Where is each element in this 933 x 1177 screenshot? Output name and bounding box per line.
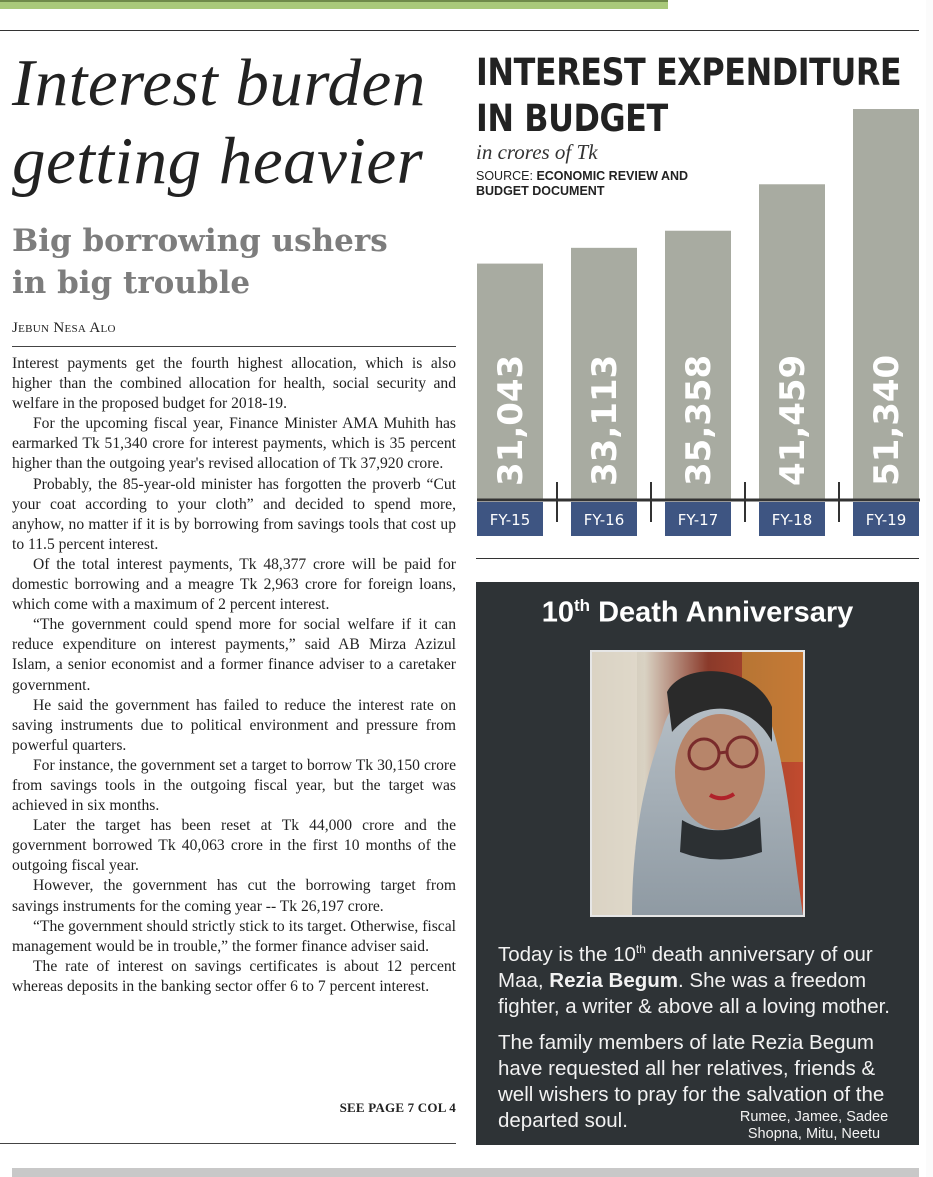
chart-source-text: ECONOMIC REVIEW AND BUDGET DOCUMENT [476, 169, 689, 198]
category-label: FY-19 [865, 511, 907, 529]
chart-bottom-divider [476, 558, 919, 559]
obituary-title: 10th Death Anniversary [541, 596, 854, 629]
subheadline-line-2: in big trouble [12, 265, 251, 301]
article-paragraph: For instance, the government set a target to borrow Tk 30,150 crore from savings tools in the outgoing fiscal year, but the target was achieved in six months. [12, 756, 456, 815]
article-paragraph: Probably, the 85-year-old minister has forgotten the proverb “Cut your coat according to your cloth” and decided to spend more, anyhow, no matter if it is by borrowing from savings tools that cost up to 11.5 percent interest. [12, 475, 456, 553]
byline-divider [12, 346, 456, 347]
chart-unit: in crores of Tk [476, 140, 598, 164]
category-label: FY-18 [771, 511, 813, 529]
article-paragraph: He said the government has failed to reduce the interest rate on saving instruments due to political environment and pressure from powerful quarters. [12, 696, 456, 754]
category-label: FY-16 [583, 511, 625, 529]
obituary-request: The family members of late Rezia Begum have requested all her relatives, friends & well wishers to pray for the salvation of the departed soul. [498, 1031, 885, 1132]
top-divider [0, 30, 919, 31]
portrait-photo [590, 650, 805, 917]
article-paragraph: However, the government has cut the borrowing target from savings instruments for the coming year -- Tk 26,197 crore. [12, 877, 456, 915]
signature-line-2: Shopna, Mitu, Neetu [747, 1126, 881, 1142]
chart-title-line-1: INTEREST EXPENDITURE [476, 51, 902, 94]
subheadline-line-1: Big borrowing ushers [12, 223, 388, 259]
signature-line-1: Rumee, Jamee, Sadee [739, 1109, 889, 1125]
bar-value-label: 51,340 [867, 354, 907, 486]
bar-value-label: 35,358 [679, 354, 719, 486]
category-label: FY-15 [489, 511, 531, 529]
bar-value-label: 41,459 [773, 354, 813, 486]
obituary-notice [476, 582, 919, 1145]
chart-source-label: SOURCE: [476, 169, 533, 183]
chart-title-line-2: IN BUDGET [476, 97, 668, 140]
byline: Jebun Nesa Alo [12, 320, 116, 336]
article-paragraph: Later the target has been reset at Tk 44,000 crore and the government borrowed Tk 40,063 crore in the first 10 months of the outgoing fiscal year. [12, 817, 456, 875]
headline [12, 44, 462, 200]
article-paragraph: Interest payments get the fourth highest allocation, which is also higher than the combined allocation for health, social security and welfare in the proposed budget for 2018-19. [12, 355, 456, 413]
article-paragraph: “The government should strictly stick to its target. Otherwise, fiscal management would be in trouble,” the former finance adviser said. [12, 917, 456, 955]
article-body [12, 354, 456, 997]
article-paragraph: For the upcoming fiscal year, Finance Minister AMA Muhith has earmarked Tk 51,340 crore for interest payments, which is 35 percent higher than the outgoing year's revised allocation of Tk 37,920 crore. [12, 415, 456, 473]
bar-value-label: 31,043 [491, 354, 531, 486]
obituary-message: Today is the 10th death anniversary of our Maa, Rezia Begum. She was a freedom fighter, a writer & above all a loving mother. [498, 942, 890, 1018]
page-edge [926, 0, 933, 1177]
subheadline [12, 220, 452, 304]
article-bottom-divider [0, 1143, 456, 1144]
article-paragraph: “The government could spend more for social welfare if it can reduce expenditure on interest payments,” said AB Mirza Azizul Islam, a senior economist and a former finance adviser to a caretaker government. [12, 616, 456, 694]
continuation-link[interactable]: SEE PAGE 7 COL 4 [339, 1100, 456, 1115]
category-label: FY-17 [677, 511, 719, 529]
headline-line-2: getting heavier [12, 124, 424, 198]
bar-chart [470, 95, 926, 545]
headline-line-1: Interest burden [12, 46, 426, 120]
portrait-illustration [592, 652, 803, 915]
bar-value-label: 33,113 [585, 354, 625, 486]
article-paragraph: The rate of interest on savings certificates is about 12 percent whereas deposits in the banking sector offer 6 to 7 percent interest. [12, 957, 456, 995]
top-image-strip-edge [0, 0, 668, 2]
bottom-image-strip [12, 1168, 919, 1177]
obituary-signature [724, 1109, 904, 1143]
article-paragraph: Of the total interest payments, Tk 48,377 crore will be paid for domestic borrowing and a meagre Tk 2,963 crore for foreign loans, which come with a maximum of 2 percent interest. [12, 555, 456, 614]
